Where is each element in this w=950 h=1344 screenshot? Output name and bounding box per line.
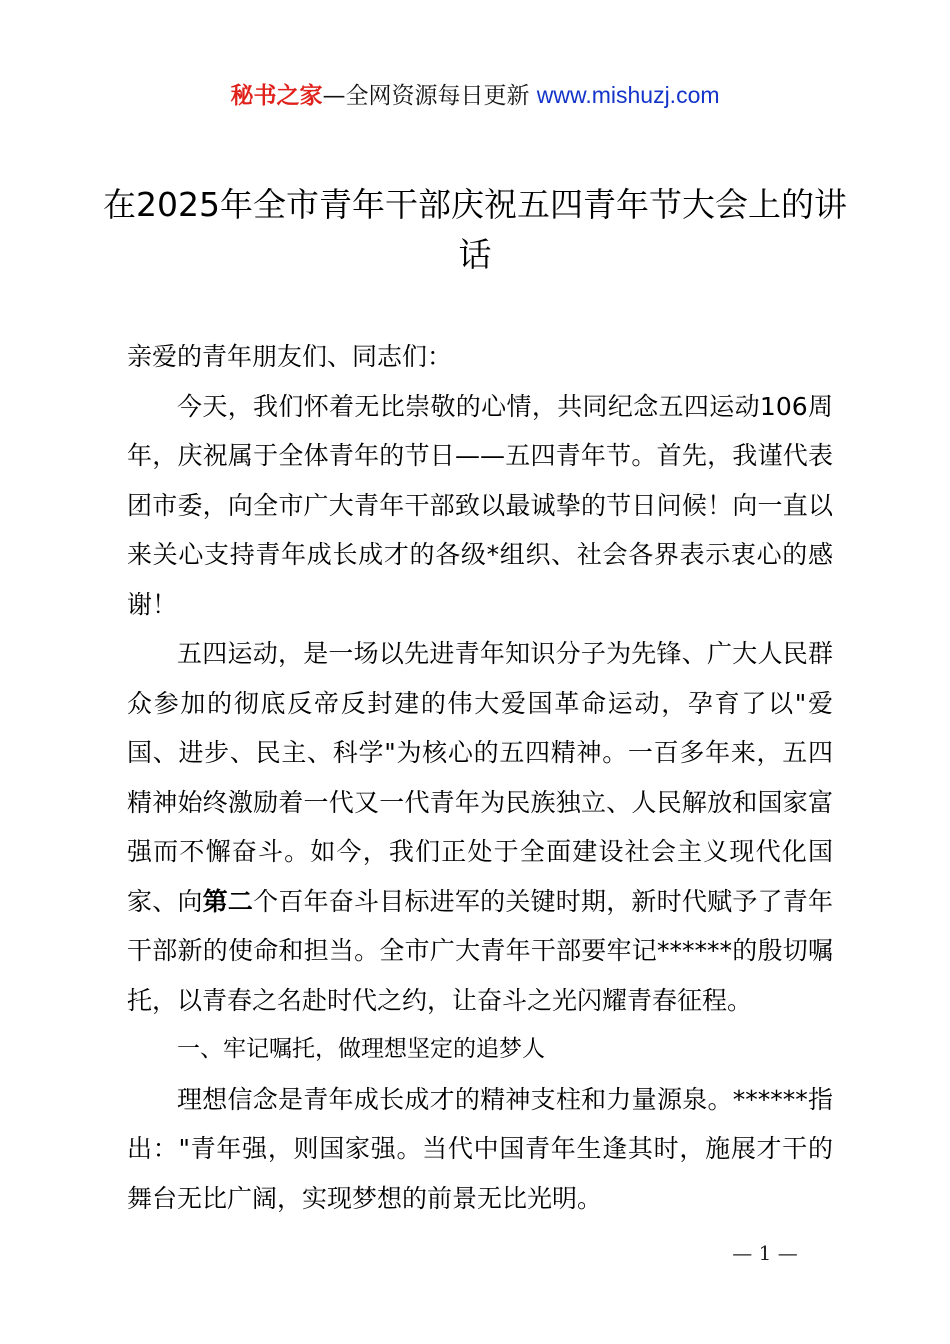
site-tagline: —全网资源每日更新	[322, 83, 530, 109]
site-url-link[interactable]: www.mishuzj.com	[536, 82, 720, 108]
paragraph-ideals: 理想信念是青年成长成才的精神支柱和力量源泉。******指出："青年强，则国家强。当代中国青年生逢其时，施展才干的舞台无比广阔，实现梦想的前景无比光明。	[127, 1084, 833, 1213]
paragraph-text: 个百年奋斗目标进军的关键时期，新时代赋予了青年干部新的使命和担当。全市广大青年干部要牢记******的殷切嘱托，以青春之名赴时代之约，让奋斗之光闪耀青春征程。	[127, 886, 833, 1015]
site-header	[0, 78, 950, 113]
greeting: 亲爱的青年朋友们、同志们：	[127, 342, 453, 371]
paragraph-opening: 今天，我们怀着无比崇敬的心情，共同纪念五四运动106周年，庆祝属于全体青年的节日——五四青年节。首先，我谨代表团市委，向全市广大青年干部致以最诚挚的节日问候！向一直以来关心支持青年成长成才的各级*组织、社会各界表示衷心的感谢！	[127, 391, 833, 619]
document-body	[127, 332, 833, 1213]
bold-text: 第二	[202, 886, 254, 916]
paragraph-text: 五四运动，是一场以先进青年知识分子为先锋、广大人民群众参加的彻底反帝反封建的伟大爱国革命运动，孕育了以"爱国、进步、民主、科学"为核心的五四精神。一百多年来，五四精神始终激励着一代又一代青年为民族独立、人民解放和国家富强而不懈奋斗。如今，我们正处于全面建设社会主义现代化国家、向	[127, 639, 833, 916]
paragraph-may-fourth	[127, 629, 833, 1025]
site-brand: 秘书之家	[230, 83, 323, 109]
section-heading: 一、牢记嘱托，做理想坚定的追梦人	[177, 1036, 545, 1062]
document-title: 在2025年全市青年干部庆祝五四青年节大会上的讲话	[103, 185, 847, 274]
page-number: — 1 —	[732, 1241, 798, 1265]
